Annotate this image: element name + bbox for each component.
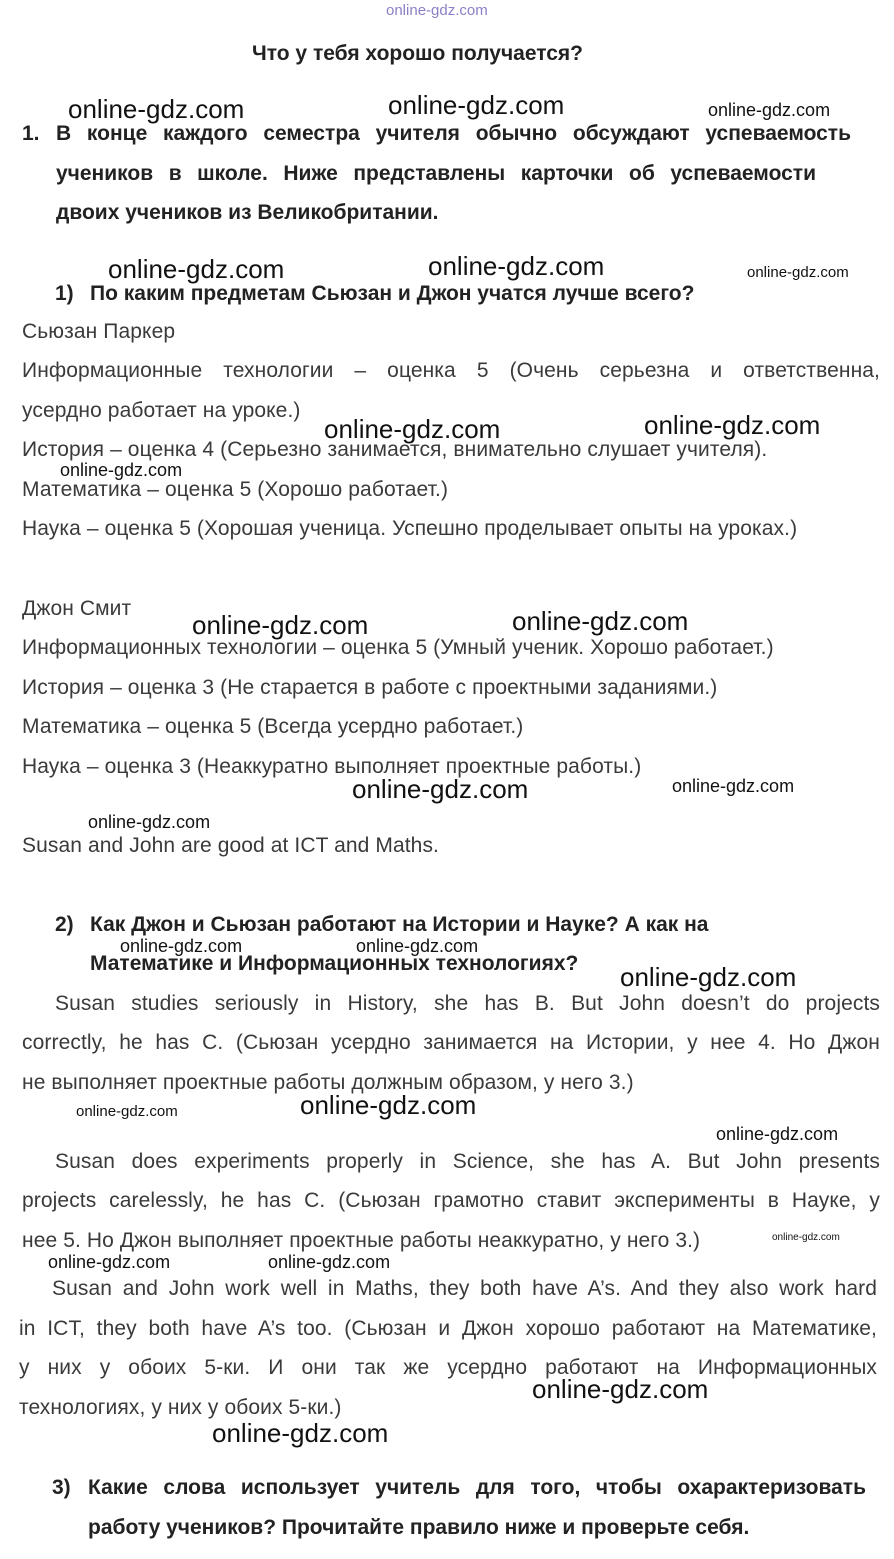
question-number: 1) [55, 282, 74, 305]
answer-text: Susan studies seriously in History, she has B. But John doesn’t do projects [55, 992, 880, 1015]
task-intro-line: двоих учеников из Великобритании. [56, 201, 439, 224]
watermark: online-gdz.com [48, 1252, 171, 1272]
watermark: online-gdz.com [268, 1252, 391, 1272]
question-number: 3) [52, 1476, 71, 1499]
question-text: работу учеников? Прочитайте правило ниже и проверьте себя. [88, 1516, 750, 1539]
answer-text: нее 5. Но Джон выполняет проектные работы неаккуратно, у него 3.) [22, 1229, 701, 1252]
answer-text: Susan and John are good at ICT and Maths. [22, 834, 439, 857]
answer-text: технологиях, у них у обоих 5-ки.) [19, 1396, 342, 1419]
grade-line: Информационные технологии – оценка 5 (Очень серьезна и ответственна, [22, 359, 880, 382]
answer-text: correctly, he has C. (Сьюзан усердно занимается на Истории, у нее 4. Но Джон [22, 1031, 880, 1054]
answer-text: Susan and John work well in Maths, they both have A’s. And they also work hard [52, 1277, 877, 1300]
task-number: 1. [22, 122, 40, 145]
watermark: online-gdz.com [88, 812, 211, 832]
watermark: online-gdz.com [192, 610, 369, 640]
question-number: 2) [55, 913, 74, 936]
watermark: online-gdz.com [76, 1103, 178, 1120]
task-intro-line: учеников в школе. Ниже представлены карточки об успеваемости [56, 162, 816, 185]
question-text: Как Джон и Сьюзан работают на Истории и Науке? А как на [90, 913, 709, 936]
grade-line: Математика – оценка 5 (Всегда усердно работает.) [22, 715, 524, 738]
grade-line: Информационных технологии – оценка 5 (Умный ученик. Хорошо работает.) [22, 636, 774, 659]
top-url[interactable]: online-gdz.com [386, 2, 488, 19]
watermark: online-gdz.com [68, 94, 245, 124]
student-name: Джон Смит [22, 597, 132, 620]
answer-text: у них у обоих 5-ки. И они так же усердно работают на Информационных [19, 1356, 877, 1379]
watermark: online-gdz.com [300, 1090, 477, 1120]
watermark: online-gdz.com [672, 776, 795, 796]
grade-line: Наука – оценка 3 (Неаккуратно выполняет проектные работы.) [22, 755, 642, 778]
watermark: online-gdz.com [708, 100, 831, 120]
page-title: Что у тебя хорошо получается? [252, 42, 583, 65]
answer-text: in ICT, they both have A’s too. (Сьюзан и Джон хорошо работают на Математике, [19, 1317, 877, 1340]
question-text: По каким предметам Сьюзан и Джон учатся лучше всего? [90, 282, 695, 305]
watermark: online-gdz.com [60, 460, 183, 480]
watermark: online-gdz.com [352, 774, 529, 804]
watermark: online-gdz.com [212, 1418, 389, 1448]
watermark: online-gdz.com [532, 1374, 709, 1404]
watermark: online-gdz.com [108, 254, 285, 284]
watermark: online-gdz.com [120, 936, 243, 956]
watermark: online-gdz.com [747, 264, 849, 281]
answer-text: projects carelessly, he has C. (Сьюзан грамотно ставит эксперименты в Науке, у [22, 1189, 880, 1212]
answer-text: Susan does experiments properly in Science, she has A. But John presents [55, 1150, 880, 1173]
watermark: online-gdz.com [512, 606, 689, 636]
grade-line: История – оценка 4 (Серьезно занимается, внимательно слушает учителя). [22, 438, 768, 461]
watermark: online-gdz.com [772, 1232, 840, 1243]
question-text: Математике и Информационных технологиях? [90, 952, 579, 975]
task-intro-line: В конце каждого семестра учителя обычно обсуждают успеваемость [56, 122, 851, 145]
watermark: online-gdz.com [620, 962, 797, 992]
answer-text: не выполняет проектные работы должным образом, у него 3.) [22, 1071, 634, 1094]
watermark: online-gdz.com [644, 410, 821, 440]
watermark: online-gdz.com [388, 90, 565, 120]
question-text: Какие слова использует учитель для того, чтобы охарактеризовать [88, 1476, 866, 1499]
watermark: online-gdz.com [716, 1124, 839, 1144]
grade-line: усердно работает на уроке.) [22, 399, 301, 422]
student-name: Сьюзан Паркер [22, 320, 176, 343]
grade-line: Математика – оценка 5 (Хорошо работает.) [22, 478, 449, 501]
grade-line: Наука – оценка 5 (Хорошая ученица. Успешно проделывает опыты на уроках.) [22, 517, 798, 540]
watermark: online-gdz.com [428, 251, 605, 281]
watermark: online-gdz.com [324, 414, 501, 444]
grade-line: История – оценка 3 (Не старается в работе с проектными заданиями.) [22, 676, 718, 699]
watermark: online-gdz.com [356, 936, 479, 956]
